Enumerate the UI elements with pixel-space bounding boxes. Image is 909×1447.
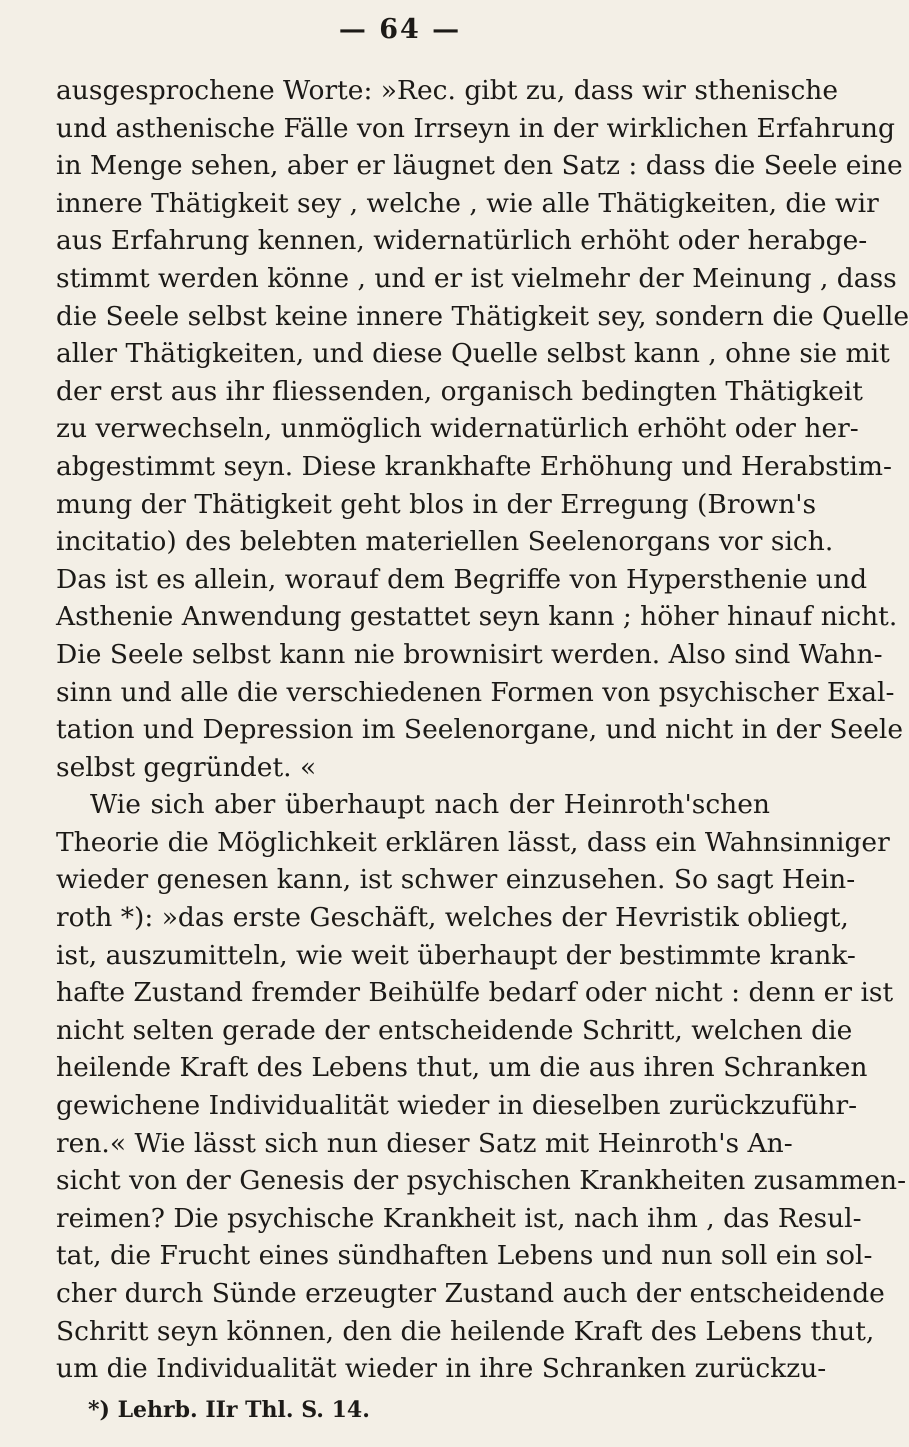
text-line: ist, auszumitteln, wie weit überhaupt der bestimmte krank- [56, 939, 856, 971]
text-line: selbst gegründet. « [56, 751, 317, 783]
text-line: innere Thätigkeit sey , welche , wie alle Thätigkeiten, die wir [56, 187, 879, 219]
text-line: um die Individualität wieder in ihre Schranken zurückzu- [56, 1353, 827, 1385]
page-number: — 64 — [338, 14, 462, 45]
text-line: tation und Depression im Seelenorgane, und nicht in der Seele [56, 714, 904, 746]
text-line: aus Erfahrung kennen, widernatürlich erhöht oder herabge- [56, 225, 868, 257]
text-line: tat, die Frucht eines sündhaften Lebens und nun soll ein sol- [56, 1240, 873, 1272]
body-text [56, 72, 909, 1388]
text-line: und asthenische Fälle von Irrseyn in der wirklichen Erfahrung [56, 112, 895, 144]
text-line: ausgesprochene Worte: »Rec. gibt zu, dass wir sthenische [56, 75, 839, 106]
text-line: wieder genesen kann, ist schwer einzusehen. So sagt Hein- [56, 864, 856, 896]
text-line: in Menge sehen, aber er läugnet den Satz : dass die Seele eine [56, 150, 903, 182]
text-line: nicht selten gerade der entscheidende Schritt, welchen die [56, 1014, 853, 1046]
text-line: gewichene Individualität wieder in dieselben zurückzuführ- [56, 1090, 858, 1122]
text-line: Die Seele selbst kann nie brownisirt werden. Also sind Wahn- [56, 638, 883, 670]
text-line: mung der Thätigkeit geht blos in der Erregung (Brown's [56, 488, 817, 520]
text-line: Theorie die Möglichkeit erklären lässt, dass ein Wahnsinniger [56, 826, 890, 858]
text-line: roth *): »das erste Geschäft, welches der Hevristik obliegt, [56, 902, 849, 934]
text-line: abgestimmt seyn. Diese krankhafte Erhöhung und Herabstim- [56, 450, 892, 482]
text-line: cher durch Sünde erzeugter Zustand auch der entscheidende [56, 1278, 885, 1309]
text-line: sinn und alle die verschiedenen Formen von psychischer Exal- [56, 676, 895, 708]
text-line: aller Thätigkeiten, und diese Quelle selbst kann , ohne sie mit [56, 338, 890, 370]
text-line: Schritt seyn können, den die heilende Kraft des Lebens thut, [56, 1315, 875, 1347]
text-line: heilende Kraft des Lebens thut, um die aus ihren Schranken [56, 1052, 868, 1084]
text-line: die Seele selbst keine innere Thätigkeit sey, sondern die Quelle [56, 300, 909, 332]
text-line: sicht von der Genesis der psychischen Krankheiten zusammen- [56, 1165, 907, 1197]
text-line: stimmt werden könne , und er ist vielmehr der Meinung , dass [56, 262, 897, 294]
text-line: incitatio) des belebten materiellen Seelenorgans vor sich. [56, 526, 834, 558]
text-line: ren.« Wie lässt sich nun dieser Satz mit Heinroth's An- [56, 1127, 793, 1159]
text-line: Das ist es allein, worauf dem Begriffe von Hypersthenie und [56, 563, 868, 595]
text-line: der erst aus ihr fliessenden, organisch bedingten Thätigkeit [56, 375, 863, 407]
text-line: zu verwechseln, unmöglich widernatürlich erhöht oder her- [56, 413, 859, 445]
text-line: Wie sich aber überhaupt nach der Heinroth'schen [90, 789, 770, 821]
text-line: Asthenie Anwendung gestattet seyn kann ; höher hinauf nicht. [56, 601, 898, 633]
text-line: reimen? Die psychische Krankheit ist, nach ihm , das Resul- [56, 1202, 862, 1234]
text-line: hafte Zustand fremder Beihülfe bedarf oder nicht : denn er ist [56, 977, 894, 1009]
footnote: *) Lehrb. IIr Thl. S. 14. [88, 1397, 370, 1423]
